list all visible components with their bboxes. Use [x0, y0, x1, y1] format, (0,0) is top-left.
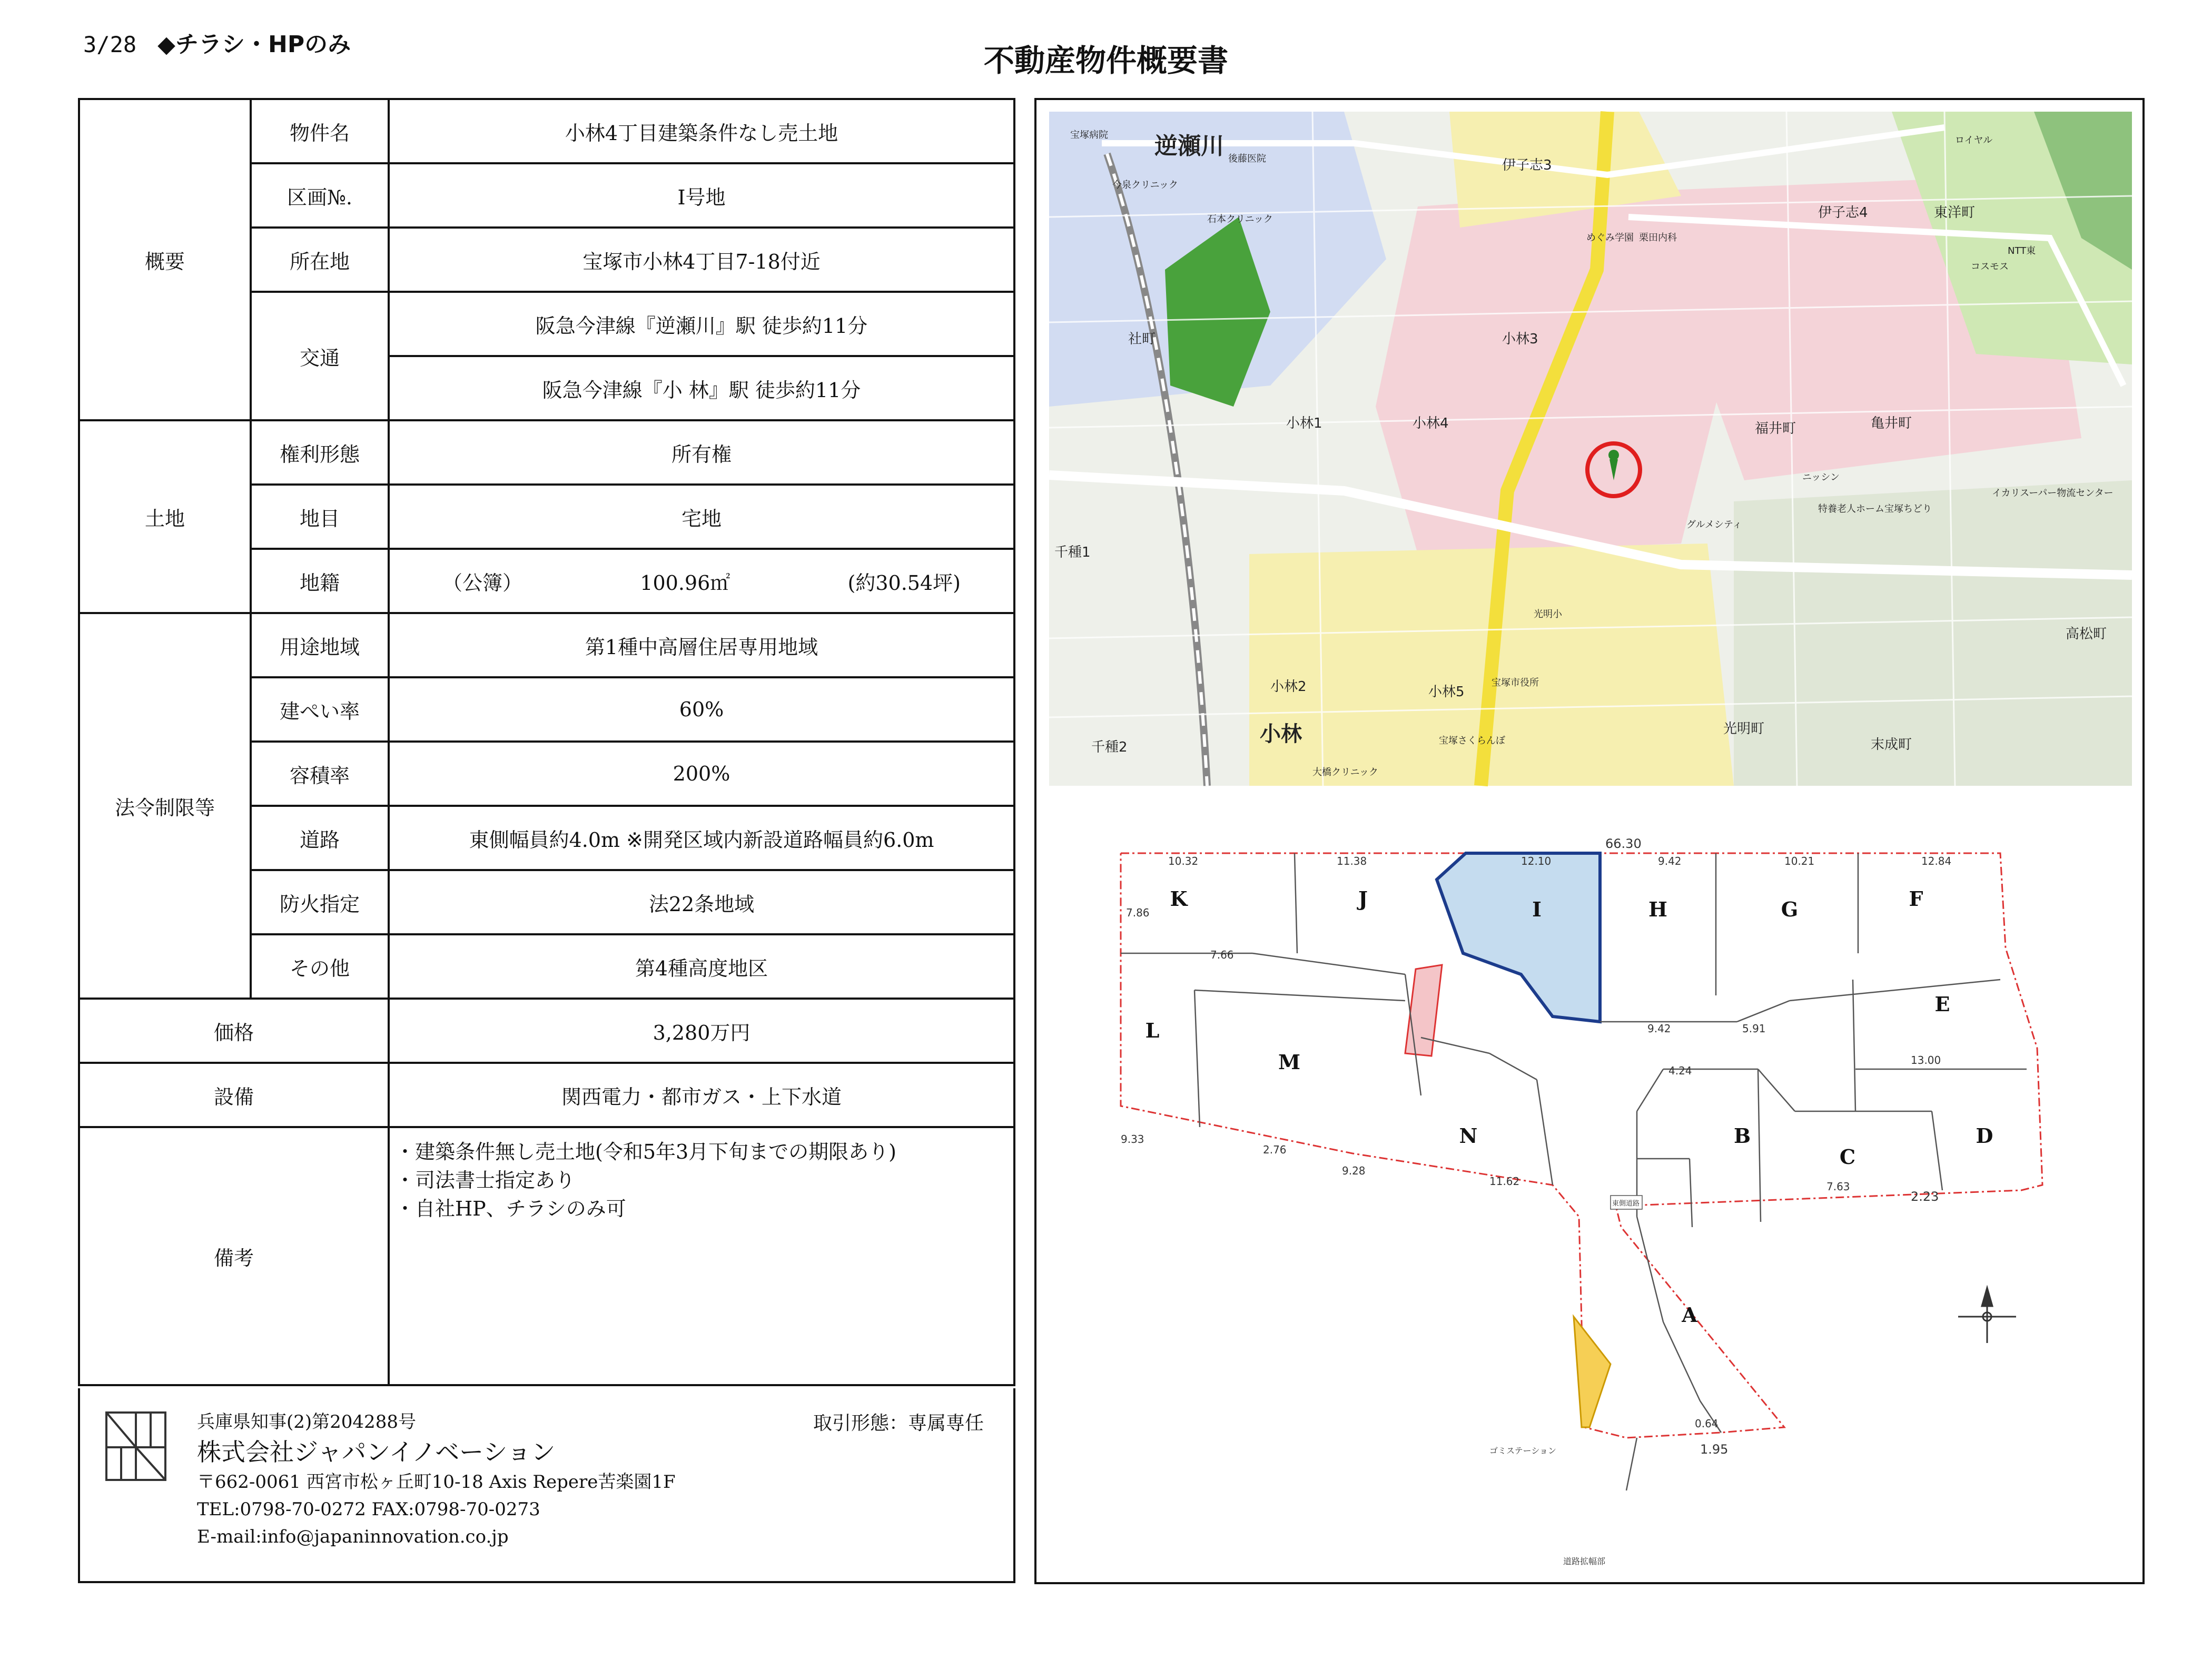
dimension-label: 2.76 [1263, 1143, 1287, 1156]
section-overview: 概要 [79, 99, 251, 420]
remarks-list [389, 1127, 1014, 1385]
map-place-label: 石本クリニック [1207, 214, 1273, 225]
lot-label: I [1532, 897, 1542, 921]
zoning-value: 第1種中高層住居専用地域 [389, 613, 1014, 677]
dimension-label: 9.42 [1647, 1022, 1671, 1035]
remark-item: ・司法書士指定あり [395, 1169, 576, 1192]
section-regulations: 法令制限等 [79, 613, 251, 999]
map-area-label: 社町 [1128, 331, 1156, 347]
map-area-label: 東洋町 [1934, 205, 1976, 221]
map-area-label: 千種1 [1054, 545, 1091, 560]
dimension-label: 1.95 [1700, 1442, 1729, 1457]
section-land: 土地 [79, 420, 251, 613]
dimension-label: 0.64 [1695, 1417, 1719, 1430]
label-road: 道路 [251, 806, 389, 870]
deal-type: 取引形態：専属専任 [813, 1413, 984, 1434]
company-tel-fax: TEL:0798-70-0272 FAX:0798-70-0273 [197, 1499, 540, 1520]
dimension-label: 9.42 [1658, 855, 1682, 867]
dimension-label: 13.00 [1911, 1054, 1941, 1066]
area-m2: 100.96㎡ [640, 571, 730, 595]
remark-item: ・自社HP、チラシのみ可 [395, 1197, 626, 1220]
map-area-label: 伊子志4 [1818, 205, 1868, 221]
label-facilities: 設備 [79, 1063, 389, 1127]
map-place-label: ニッシン [1802, 472, 1840, 483]
label-coverage: 建ぺい率 [251, 677, 389, 742]
map-area-label: 小林2 [1270, 679, 1307, 695]
map-area-label: 亀井町 [1871, 416, 1912, 431]
lot-label: C [1839, 1145, 1856, 1169]
road-value: 東側幅員約4.0m ※開発区域内新設道路幅員約6.0m [389, 806, 1014, 870]
dimension-label: 4.24 [1668, 1064, 1692, 1077]
map-place-label: ロイヤル [1955, 135, 1993, 146]
dimension-label: 11.62 [1489, 1175, 1520, 1188]
map-place-label: NTT東 [2008, 245, 2036, 256]
dimension-label: 12.84 [1921, 855, 1952, 867]
road-widening-label: 道路拡幅部 [1563, 1556, 1606, 1566]
remark-item: ・建築条件無し売土地(令和5年3月下旬までの期限あり) [395, 1140, 897, 1163]
area-value [389, 549, 1014, 613]
company-address: 〒662-0061 西宮市松ヶ丘町10-18 Axis Repere苦楽園1F [197, 1472, 676, 1493]
label-fire: 防火指定 [251, 870, 389, 934]
far-value: 200% [389, 742, 1014, 806]
dimension-label: 7.86 [1126, 906, 1150, 919]
label-area: 地籍 [251, 549, 389, 613]
label-category: 地目 [251, 485, 389, 549]
lot-label: A [1682, 1303, 1697, 1327]
map-place-label: コスモス [1971, 261, 2009, 272]
label-remarks: 備考 [79, 1127, 389, 1385]
company-name: 株式会社ジャパンイノベーション [197, 1438, 556, 1466]
map-place-label: 宝塚さくらんぼ [1439, 735, 1505, 746]
map-place-label: グルメシティ [1686, 519, 1742, 530]
distribution-tag: ◆チラシ・HPのみ [157, 31, 351, 58]
map-area-label: 小林1 [1286, 416, 1322, 431]
dimension-label: 2.23 [1911, 1189, 1939, 1204]
label-lot: 区画№. [251, 163, 389, 228]
date-label: 3/28 [83, 32, 137, 57]
price-value: 3,280万円 [389, 999, 1014, 1063]
lot-label: F [1909, 887, 1923, 911]
road-widening-part [1405, 965, 1442, 1056]
map-place-label: 光明小 [1534, 609, 1562, 620]
map-place-label: 宝塚市役所 [1492, 677, 1539, 688]
facilities-value: 関西電力・都市ガス・上下水道 [389, 1063, 1014, 1127]
map-area-label: 高松町 [2066, 626, 2107, 642]
location-map [1049, 112, 2132, 786]
coverage-value: 60% [389, 677, 1014, 742]
company-email: E-mail:info@japaninnovation.co.jp [197, 1526, 509, 1547]
lot-label: H [1648, 897, 1667, 921]
map-station-sakasegawa: 逆瀬川 [1154, 133, 1224, 160]
fire-value: 法22条地域 [389, 870, 1014, 934]
lot-label: L [1145, 1019, 1160, 1042]
company-license: 兵庫県知事(2)第204288号 [197, 1411, 416, 1433]
map-area-label: 小林4 [1413, 416, 1449, 431]
dimension-label: 12.10 [1521, 855, 1552, 867]
garbage-station-label: ゴミステーション [1489, 1446, 1557, 1456]
transport-1: 阪急今津線『逆瀬川』駅 徒歩約11分 [389, 292, 1014, 356]
map-place-label: 宝塚病院 [1070, 130, 1108, 141]
lot-label: K [1170, 887, 1188, 911]
lot-label: E [1934, 992, 1950, 1016]
lot-i-highlight [1437, 853, 1600, 1022]
lot-label: G [1781, 897, 1799, 921]
company-logo-icon [104, 1410, 167, 1482]
map-area-label: 小林3 [1502, 331, 1538, 347]
map-area-label: 末成町 [1871, 737, 1912, 753]
page-title: 不動産物件概要書 [983, 43, 1228, 78]
transport-2: 阪急今津線『小 林』駅 徒歩約11分 [389, 356, 1014, 420]
other-value: 第4種高度地区 [389, 934, 1014, 999]
lot-label: D [1976, 1124, 1993, 1148]
label-other: その他 [251, 934, 389, 999]
map-place-label: 今泉クリニック [1112, 180, 1178, 191]
map-area-label: 小林5 [1428, 684, 1465, 700]
label-name: 物件名 [251, 99, 389, 163]
map-area-label: 福井町 [1755, 421, 1796, 437]
lot-label: N [1459, 1124, 1478, 1148]
garbage-station [1574, 1317, 1611, 1427]
map-area-label: 光明町 [1723, 721, 1765, 737]
map-station-obayashi: 小林 [1260, 722, 1302, 746]
map-area-label: 千種2 [1091, 739, 1128, 755]
dimension-label: 9.33 [1121, 1133, 1144, 1146]
label-rights: 権利形態 [251, 420, 389, 485]
lot-label: M [1278, 1050, 1301, 1074]
map-place-label: イカリスーパー物流センター [1992, 488, 2114, 499]
lot-plot-diagram [1089, 836, 2116, 1580]
label-address: 所在地 [251, 228, 389, 292]
lot-number: I号地 [389, 163, 1014, 228]
map-and-plot-panel [1034, 98, 2145, 1584]
dimension-label: 11.38 [1337, 855, 1367, 867]
property-spec-table [78, 98, 1015, 1386]
lot-label: B [1733, 1124, 1751, 1148]
address-value: 宝塚市小林4丁目7-18付近 [389, 228, 1014, 292]
map-area-label: 伊子志3 [1502, 157, 1552, 173]
dimension-label: 7.66 [1210, 949, 1234, 961]
rights-value: 所有権 [389, 420, 1014, 485]
company-info-box [78, 1388, 1015, 1583]
area-tsubo: (約30.54坪) [847, 571, 961, 595]
dimension-label: 9.28 [1342, 1164, 1366, 1177]
lot-label: J [1358, 887, 1368, 911]
area-basis: （公簿） [442, 571, 523, 595]
dimension-label: 5.91 [1742, 1022, 1766, 1035]
road-label: 東側道路 [1612, 1200, 1640, 1208]
map-place-label: 大橋クリニック [1312, 767, 1378, 778]
north-arrow-icon [1958, 1288, 2016, 1343]
label-far: 容積率 [251, 742, 389, 806]
map-place-label: 特養老人ホーム宝塚ちどり [1818, 503, 1932, 515]
label-price: 価格 [79, 999, 389, 1063]
label-zoning: 用途地域 [251, 613, 389, 677]
label-transport: 交通 [251, 292, 389, 420]
dimension-label: 66.30 [1605, 836, 1642, 851]
dimension-label: 10.32 [1168, 855, 1199, 867]
map-place-label: めぐみ学園 [1586, 232, 1634, 243]
map-place-label: 後藤医院 [1228, 153, 1266, 164]
map-place-label: 栗田内科 [1639, 232, 1677, 243]
property-name: 小林4丁目建築条件なし売土地 [389, 99, 1014, 163]
category-value: 宅地 [389, 485, 1014, 549]
dimension-label: 10.21 [1784, 855, 1815, 867]
dimension-label: 7.63 [1826, 1180, 1850, 1193]
